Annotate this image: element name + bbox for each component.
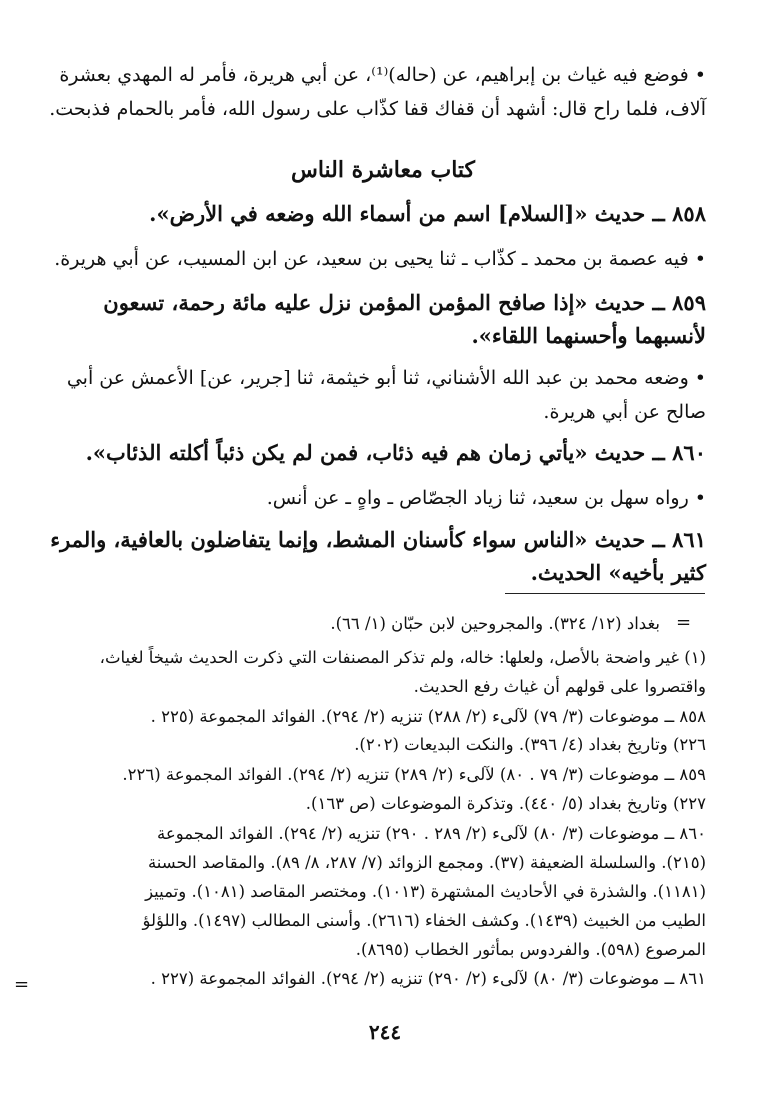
footnote-860: الطيب من الخبيث (١٤٣٩). وكشف الخفاء (٢٦١٦). وأسنى المطالب (١٤٩٧). واللؤلؤ (142, 911, 706, 930)
hadith-heading-861: كثير بأخيه» الحديث. (530, 560, 706, 585)
hadith-note-859: • وضعه محمد بن عبد الله الأشناني، ثنا أبو خيثمة، ثنا [جرير، عن] الأعمش عن أبي (66, 367, 706, 389)
footnote-line: واقتصروا على قولهم أن غياث رفع الحديث. (413, 677, 706, 696)
footnote-860: (٢١٥). والسلسلة الضعيفة (٣٧). ومجمع الزوائد (٧/ ٢٨٧، ٨/ ٨٩). والمقاصد الحسنة (147, 853, 706, 872)
footnote-860: ٨٦٠ ــ موضوعات (٣/ ٨٠) لآلىء (٢/ ٢٨٩ . ٢٩٠) تنزيه (٢/ ٢٩٤). الفوائد المجموعة (157, 824, 706, 843)
footnote-858: ٨٥٨ ــ موضوعات (٣/ ٧٩) لآلىء (٢/ ٢٨٨) تنزيه (٢/ ٢٩٤). الفوائد المجموعة (٢٢٥ . (150, 707, 706, 726)
paragraph-line: • فوضع فيه غياث بن إبراهيم، عن (حاله)⁽¹⁾، عن أبي هريرة، فأمر له المهدي بعشرة (59, 64, 706, 86)
section-title: كتاب معاشرة الناس (290, 157, 476, 183)
footnote-860: المرصوع (٥٩٨). والفردوس بمأثور الخطاب (٨٦٩٥). (355, 940, 706, 959)
hadith-heading-858: ٨٥٨ ــ حديث «[السلام] اسم من أسماء الله وضعه في الأرض». (149, 201, 706, 226)
hadith-heading-860: ٨٦٠ ــ حديث «يأتي زمان هم فيه ذئاب، فمن لم يكن ذئباً أكلته الذئاب». (85, 440, 706, 465)
continuation-mark: = (14, 974, 30, 995)
footnote-860: (١١٨١). والشذرة في الأحاديث المشتهرة (١٠١٣). ومختصر المقاصد (١٠٨١). وتمييز (145, 882, 706, 901)
footnote-separator (505, 593, 705, 594)
footnote-line: بغداد (١٢/ ٣٢٤). والمجروحين لابن حبّان (١/ ٦٦). (330, 614, 660, 633)
footnote-858: ٢٢٦) وتاريخ بغداد (٤/ ٣٩٦). والنكت البديعات (٢٠٢). (354, 735, 706, 754)
footnote-859: ٨٥٩ ــ موضوعات (٣/ ٧٩ . ٨٠) لآلىء (٢/ ٢٨٩) تنزيه (٢/ ٢٩٤). الفوائد المجموعة (٢٢٦. (122, 765, 706, 784)
hadith-heading-859: ٨٥٩ ــ حديث «إذا صافح المؤمن المؤمن نزل عليه مائة رحمة، تسعون (103, 290, 706, 315)
paragraph-line: آلاف، فلما راح قال: أشهد أن قفاك قفا كذّاب على رسول الله، فأمر بالحمام فذبحت. (49, 98, 706, 120)
footnote-861: ٨٦١ ــ موضوعات (٣/ ٨٠) لآلىء (٢/ ٢٩٠) تنزيه (٢/ ٢٩٤). الفوائد المجموعة (٢٢٧ . (150, 969, 706, 988)
page-number: ٢٤٤ (368, 1020, 402, 1044)
continuation-mark: = (676, 612, 692, 633)
footnote-859: ٢٢٧) وتاريخ بغداد (٥/ ٤٤٠). وتذكرة الموضوعات (ص ١٦٣). (305, 794, 706, 813)
hadith-note-860: • رواه سهل بن سعيد، ثنا زياد الجصّاص ـ واهٍ ـ عن أنس. (266, 487, 706, 509)
footnote-line: (١) غير واضحة بالأصل، ولعلها: خاله، ولم تذكر المصنفات التي ذكرت الحديث شيخاً لغياث، (99, 648, 706, 667)
hadith-heading-859: لأنسبهما وأحسنهما اللقاء». (471, 323, 706, 348)
hadith-heading-861: ٨٦١ ــ حديث «الناس سواء كأسنان المشط، وإنما يتفاضلون بالعافية، والمرء (50, 527, 706, 552)
hadith-note-858: • فيه عصمة بن محمد ـ كذّاب ـ ثنا يحيى بن سعيد، عن ابن المسيب، عن أبي هريرة. (54, 248, 706, 270)
hadith-note-859: صالح عن أبي هريرة. (543, 401, 706, 423)
